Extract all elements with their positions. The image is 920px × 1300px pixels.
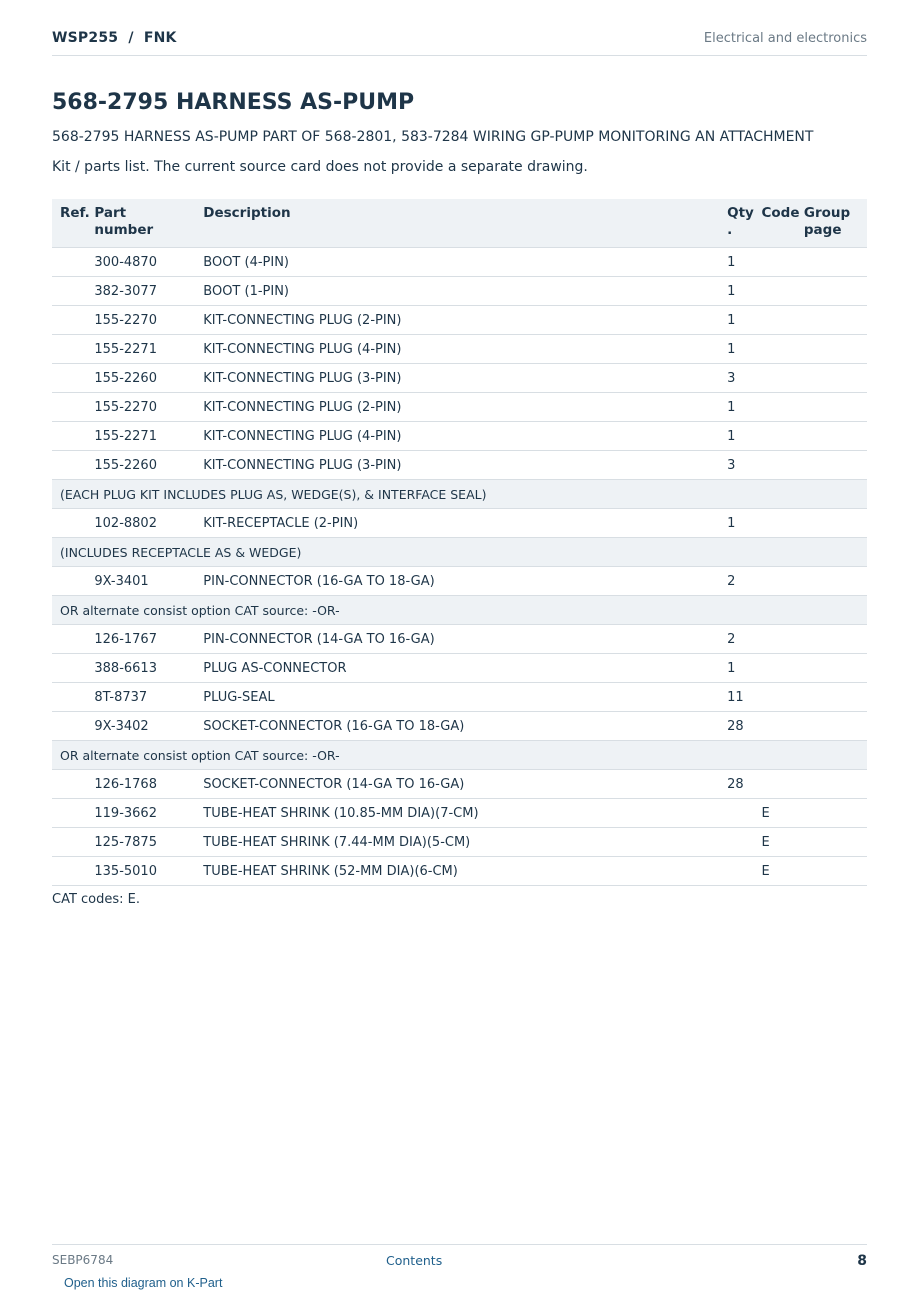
note-text: OR alternate consist option CAT source: -OR- bbox=[52, 741, 867, 770]
table-row bbox=[52, 799, 867, 828]
cell-qty: 1 bbox=[719, 335, 753, 364]
header-qty bbox=[719, 199, 753, 248]
table-row bbox=[52, 712, 867, 741]
cell-qty bbox=[719, 799, 753, 828]
cell-group-page bbox=[796, 364, 867, 393]
header-qty-line1: Qty bbox=[727, 205, 754, 221]
cell-code: E bbox=[753, 828, 795, 857]
note-text: (INCLUDES RECEPTACLE AS & WEDGE) bbox=[52, 538, 867, 567]
cell-ref bbox=[52, 248, 86, 277]
cell-part-number: 155-2260 bbox=[86, 364, 195, 393]
cell-ref bbox=[52, 335, 86, 364]
header-group-page-line1: Group bbox=[803, 205, 851, 221]
table-row bbox=[52, 306, 867, 335]
cell-qty: 1 bbox=[719, 422, 753, 451]
table-row bbox=[52, 364, 867, 393]
cell-qty bbox=[719, 857, 753, 886]
cell-group-page bbox=[796, 770, 867, 799]
cell-description: TUBE-HEAT SHRINK (52-MM DIA)(6-CM) bbox=[195, 857, 719, 886]
cell-description: KIT-CONNECTING PLUG (3-PIN) bbox=[195, 451, 719, 480]
table-note-row bbox=[52, 596, 867, 625]
cell-ref bbox=[52, 857, 86, 886]
source-note: Kit / parts list. The current source card does not provide a separate drawing. bbox=[52, 159, 588, 175]
cell-description: PLUG-SEAL bbox=[195, 683, 719, 712]
cell-part-number: 102-8802 bbox=[86, 509, 195, 538]
page-footer bbox=[52, 1244, 867, 1290]
table-note-row bbox=[52, 741, 867, 770]
cell-code: E bbox=[753, 799, 795, 828]
model-breadcrumb: WSP255 / FNK bbox=[52, 30, 177, 46]
cell-qty: 1 bbox=[719, 509, 753, 538]
cell-group-page bbox=[796, 509, 867, 538]
cell-group-page bbox=[796, 306, 867, 335]
cell-group-page bbox=[796, 422, 867, 451]
table-row bbox=[52, 422, 867, 451]
cell-description: KIT-CONNECTING PLUG (4-PIN) bbox=[195, 335, 719, 364]
table-row bbox=[52, 770, 867, 799]
table-row bbox=[52, 393, 867, 422]
cell-qty: 2 bbox=[719, 625, 753, 654]
cell-code bbox=[753, 277, 795, 306]
table-row bbox=[52, 335, 867, 364]
cell-description: SOCKET-CONNECTOR (16-GA TO 18-GA) bbox=[195, 712, 719, 741]
cell-group-page bbox=[796, 567, 867, 596]
cell-group-page bbox=[796, 857, 867, 886]
cell-group-page bbox=[796, 248, 867, 277]
cell-ref bbox=[52, 364, 86, 393]
table-row bbox=[52, 509, 867, 538]
cell-code bbox=[753, 567, 795, 596]
cell-ref bbox=[52, 770, 86, 799]
cell-description: TUBE-HEAT SHRINK (7.44-MM DIA)(5-CM) bbox=[195, 828, 719, 857]
cell-group-page bbox=[796, 683, 867, 712]
cell-qty: 1 bbox=[719, 248, 753, 277]
cell-code bbox=[753, 393, 795, 422]
cell-part-number: 155-2270 bbox=[86, 393, 195, 422]
cell-part-number: 300-4870 bbox=[86, 248, 195, 277]
header-group-page-line2: page bbox=[803, 222, 842, 238]
header-description: Description bbox=[195, 199, 719, 248]
cell-part-number: 125-7875 bbox=[86, 828, 195, 857]
cell-ref bbox=[52, 712, 86, 741]
cell-code bbox=[753, 683, 795, 712]
cell-qty: 3 bbox=[719, 451, 753, 480]
table-row bbox=[52, 248, 867, 277]
cell-group-page bbox=[796, 277, 867, 306]
cell-part-number: 388-6613 bbox=[86, 654, 195, 683]
table-row bbox=[52, 567, 867, 596]
parts-table bbox=[52, 199, 867, 886]
cell-group-page bbox=[796, 451, 867, 480]
cell-qty: 1 bbox=[719, 393, 753, 422]
cell-group-page bbox=[796, 654, 867, 683]
table-note-row bbox=[52, 538, 867, 567]
cell-code bbox=[753, 306, 795, 335]
cell-ref bbox=[52, 393, 86, 422]
cell-part-number: 126-1768 bbox=[86, 770, 195, 799]
cell-ref bbox=[52, 277, 86, 306]
table-row bbox=[52, 828, 867, 857]
table-row bbox=[52, 857, 867, 886]
cell-qty: 11 bbox=[719, 683, 753, 712]
page-subtitle: 568-2795 HARNESS AS-PUMP PART OF 568-2801, 583-7284 WIRING GP-PUMP MONITORING AN ATTACHMENT bbox=[52, 129, 814, 145]
header-ref: Ref. bbox=[52, 199, 86, 248]
cell-part-number: 126-1767 bbox=[86, 625, 195, 654]
cell-code bbox=[753, 625, 795, 654]
cell-qty: 28 bbox=[719, 770, 753, 799]
cell-ref bbox=[52, 828, 86, 857]
cell-code bbox=[753, 451, 795, 480]
parts-table-body bbox=[52, 248, 867, 886]
cell-qty: 28 bbox=[719, 712, 753, 741]
cell-part-number: 155-2270 bbox=[86, 306, 195, 335]
table-row bbox=[52, 451, 867, 480]
cat-codes-note: CAT codes: E. bbox=[52, 892, 141, 907]
cell-qty: 1 bbox=[719, 306, 753, 335]
contents-link[interactable]: Contents bbox=[386, 1253, 443, 1268]
cell-description: PIN-CONNECTOR (16-GA TO 18-GA) bbox=[195, 567, 719, 596]
cell-description: TUBE-HEAT SHRINK (10.85-MM DIA)(7-CM) bbox=[195, 799, 719, 828]
cell-code bbox=[753, 654, 795, 683]
header-group-page bbox=[796, 199, 867, 248]
cell-ref bbox=[52, 654, 86, 683]
cell-part-number: 9X-3402 bbox=[86, 712, 195, 741]
cell-ref bbox=[52, 799, 86, 828]
cell-code bbox=[753, 248, 795, 277]
table-row bbox=[52, 277, 867, 306]
table-note-row bbox=[52, 480, 867, 509]
page-title: 568-2795 HARNESS AS-PUMP bbox=[52, 90, 415, 115]
cell-code bbox=[753, 770, 795, 799]
cell-ref bbox=[52, 567, 86, 596]
cell-ref bbox=[52, 625, 86, 654]
header-part-number: Part number bbox=[86, 199, 195, 248]
cell-qty: 3 bbox=[719, 364, 753, 393]
cell-ref bbox=[52, 306, 86, 335]
page-number: 8 bbox=[857, 1253, 867, 1269]
cell-description: SOCKET-CONNECTOR (14-GA TO 16-GA) bbox=[195, 770, 719, 799]
cell-code bbox=[753, 712, 795, 741]
cell-group-page bbox=[796, 335, 867, 364]
open-kpart-link[interactable]: Open this diagram on K-Part bbox=[64, 1276, 223, 1290]
cell-description: KIT-CONNECTING PLUG (2-PIN) bbox=[195, 306, 719, 335]
table-row bbox=[52, 625, 867, 654]
table-header-row bbox=[52, 199, 867, 248]
cell-group-page bbox=[796, 828, 867, 857]
cell-ref bbox=[52, 683, 86, 712]
cell-description: PIN-CONNECTOR (14-GA TO 16-GA) bbox=[195, 625, 719, 654]
header-code: Code bbox=[753, 199, 795, 248]
cell-ref bbox=[52, 422, 86, 451]
cell-description: KIT-CONNECTING PLUG (3-PIN) bbox=[195, 364, 719, 393]
cell-group-page bbox=[796, 393, 867, 422]
cell-group-page bbox=[796, 712, 867, 741]
cell-part-number: 155-2271 bbox=[86, 422, 195, 451]
cell-description: KIT-CONNECTING PLUG (4-PIN) bbox=[195, 422, 719, 451]
cell-qty: 1 bbox=[719, 277, 753, 306]
cell-part-number: 119-3662 bbox=[86, 799, 195, 828]
cell-description: BOOT (4-PIN) bbox=[195, 248, 719, 277]
cell-qty bbox=[719, 828, 753, 857]
table-row bbox=[52, 654, 867, 683]
cell-description: PLUG AS-CONNECTOR bbox=[195, 654, 719, 683]
cell-code bbox=[753, 364, 795, 393]
page-header bbox=[52, 28, 867, 56]
cell-group-page bbox=[796, 625, 867, 654]
cell-qty: 1 bbox=[719, 654, 753, 683]
cell-description: KIT-RECEPTACLE (2-PIN) bbox=[195, 509, 719, 538]
header-qty-line2: . bbox=[727, 222, 733, 238]
cell-code bbox=[753, 335, 795, 364]
cell-description: BOOT (1-PIN) bbox=[195, 277, 719, 306]
section-label: Electrical and electronics bbox=[703, 31, 867, 46]
cell-group-page bbox=[796, 799, 867, 828]
cell-part-number: 155-2260 bbox=[86, 451, 195, 480]
cell-part-number: 382-3077 bbox=[86, 277, 195, 306]
cell-qty: 2 bbox=[719, 567, 753, 596]
cell-code bbox=[753, 422, 795, 451]
cell-description: KIT-CONNECTING PLUG (2-PIN) bbox=[195, 393, 719, 422]
note-text: (EACH PLUG KIT INCLUDES PLUG AS, WEDGE(S), & INTERFACE SEAL) bbox=[52, 480, 867, 509]
note-text: OR alternate consist option CAT source: -OR- bbox=[52, 596, 867, 625]
cell-code: E bbox=[753, 857, 795, 886]
cell-part-number: 155-2271 bbox=[86, 335, 195, 364]
document-id: SEBP6784 bbox=[52, 1253, 114, 1267]
cell-ref bbox=[52, 509, 86, 538]
cell-ref bbox=[52, 451, 86, 480]
cell-part-number: 9X-3401 bbox=[86, 567, 195, 596]
cell-part-number: 8T-8737 bbox=[86, 683, 195, 712]
table-row bbox=[52, 683, 867, 712]
cell-part-number: 135-5010 bbox=[86, 857, 195, 886]
cell-code bbox=[753, 509, 795, 538]
